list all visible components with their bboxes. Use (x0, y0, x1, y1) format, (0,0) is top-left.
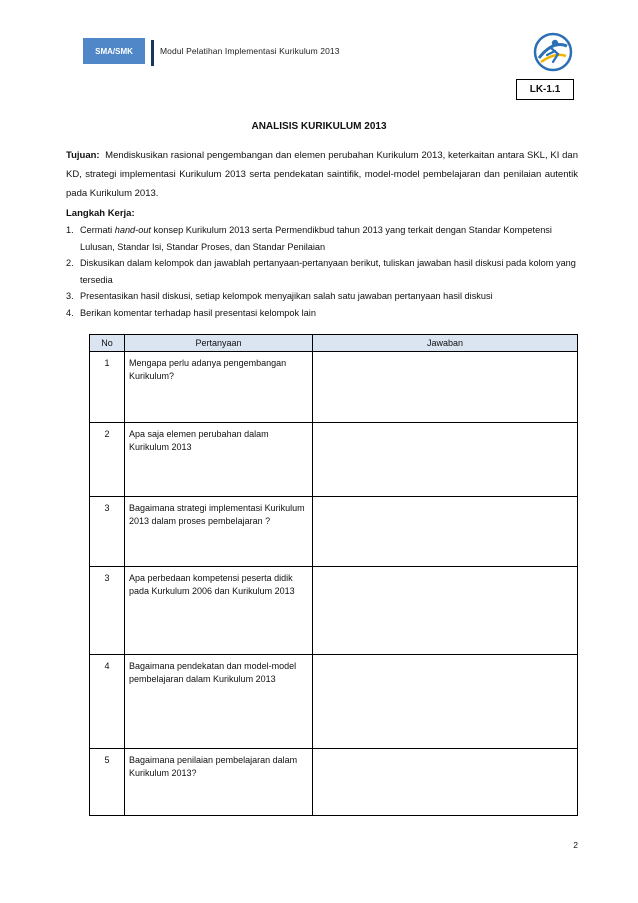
page-number: 2 (573, 840, 578, 850)
answer-cell[interactable] (313, 423, 578, 497)
step-text-tail: konsep Kurikulum 2013 serta Permendikbud tahun 2013 yang terkait dengan Standar Kompetensi Lulusan, Standar Isi, Standar Proses, dan Standar Penilaian (80, 225, 552, 252)
lk-code-box: LK-1.1 (516, 79, 574, 100)
question-table (89, 334, 578, 816)
answer-cell[interactable] (313, 497, 578, 567)
question-cell: Bagaimana penilaian pembelajaran dalam Kurikulum 2013? (125, 749, 313, 816)
question-cell: Apa saja elemen perubahan dalam Kurikulum 2013 (125, 423, 313, 497)
step-text: Berikan komentar terhadap hasil presentasi kelompok lain (80, 307, 316, 318)
steps-heading: Langkah Kerja: (66, 208, 135, 219)
step-text: Cermati (80, 225, 115, 235)
question-cell: Bagaimana pendekatan dan model-model pembelajaran dalam Kurikulum 2013 (125, 655, 313, 749)
step-text: Diskusikan dalam kelompok dan jawablah pertanyaan-pertanyaan berikut, tuliskan jawaban hasil diskusi pada kolom yang tersedia (80, 258, 576, 285)
row-number: 3 (90, 567, 125, 655)
row-number: 1 (90, 352, 125, 423)
tujuan-text: Mendiskusikan rasional pengembangan dan elemen perubahan Kurikulum 2013, keterkaitan antara SKL, KI dan KD, strategi implementasi Kurikulum 2013 serta pendekatan saintifik, model-model pembelajaran dan penilaian autentik pada Kurikulum 2013. (66, 150, 578, 199)
ministry-logo-icon (533, 32, 573, 72)
table-row (90, 567, 578, 655)
step-emphasis: hand-out (114, 225, 151, 235)
table-row (90, 749, 578, 816)
table-row (90, 352, 578, 423)
step-item (66, 255, 578, 288)
module-title: Modul Pelatihan Implementasi Kurikulum 2013 (160, 46, 340, 56)
row-number: 5 (90, 749, 125, 816)
tujuan-paragraph (66, 146, 578, 203)
steps-list (66, 222, 578, 321)
header-pertanyaan: Pertanyaan (125, 335, 313, 352)
question-cell: Apa perbedaan kompetensi peserta didik pada Kurkulum 2006 dan Kurikulum 2013 (125, 567, 313, 655)
header-divider (151, 40, 154, 66)
answer-cell[interactable] (313, 749, 578, 816)
step-item (66, 222, 578, 255)
row-number: 2 (90, 423, 125, 497)
page-title: ANALISIS KURIKULUM 2013 (251, 121, 387, 132)
step-item (66, 288, 578, 305)
step-number: 2. (66, 258, 74, 268)
answer-cell[interactable] (313, 567, 578, 655)
table-row (90, 655, 578, 749)
header-jawaban: Jawaban (313, 335, 578, 352)
table-header-row (90, 335, 578, 352)
row-number: 4 (90, 655, 125, 749)
question-cell: Mengapa perlu adanya pengembangan Kurikulum? (125, 352, 313, 423)
question-cell: Bagaimana strategi implementasi Kurikulum 2013 dalam proses pembelajaran ? (125, 497, 313, 567)
step-number: 1. (66, 225, 74, 235)
step-number: 3. (66, 291, 74, 301)
tujuan-label: Tujuan: (66, 150, 100, 161)
answer-cell[interactable] (313, 655, 578, 749)
step-item (66, 305, 578, 322)
step-text: Presentasikan hasil diskusi, setiap kelompok menyajikan salah satu jawaban pertanyaan hasil diskusi (80, 291, 493, 301)
header-no: No (90, 335, 125, 352)
level-badge: SMA/SMK (83, 38, 145, 64)
step-number: 4. (66, 307, 74, 318)
row-number: 3 (90, 497, 125, 567)
table-row (90, 423, 578, 497)
table-row (90, 497, 578, 567)
answer-cell[interactable] (313, 352, 578, 423)
